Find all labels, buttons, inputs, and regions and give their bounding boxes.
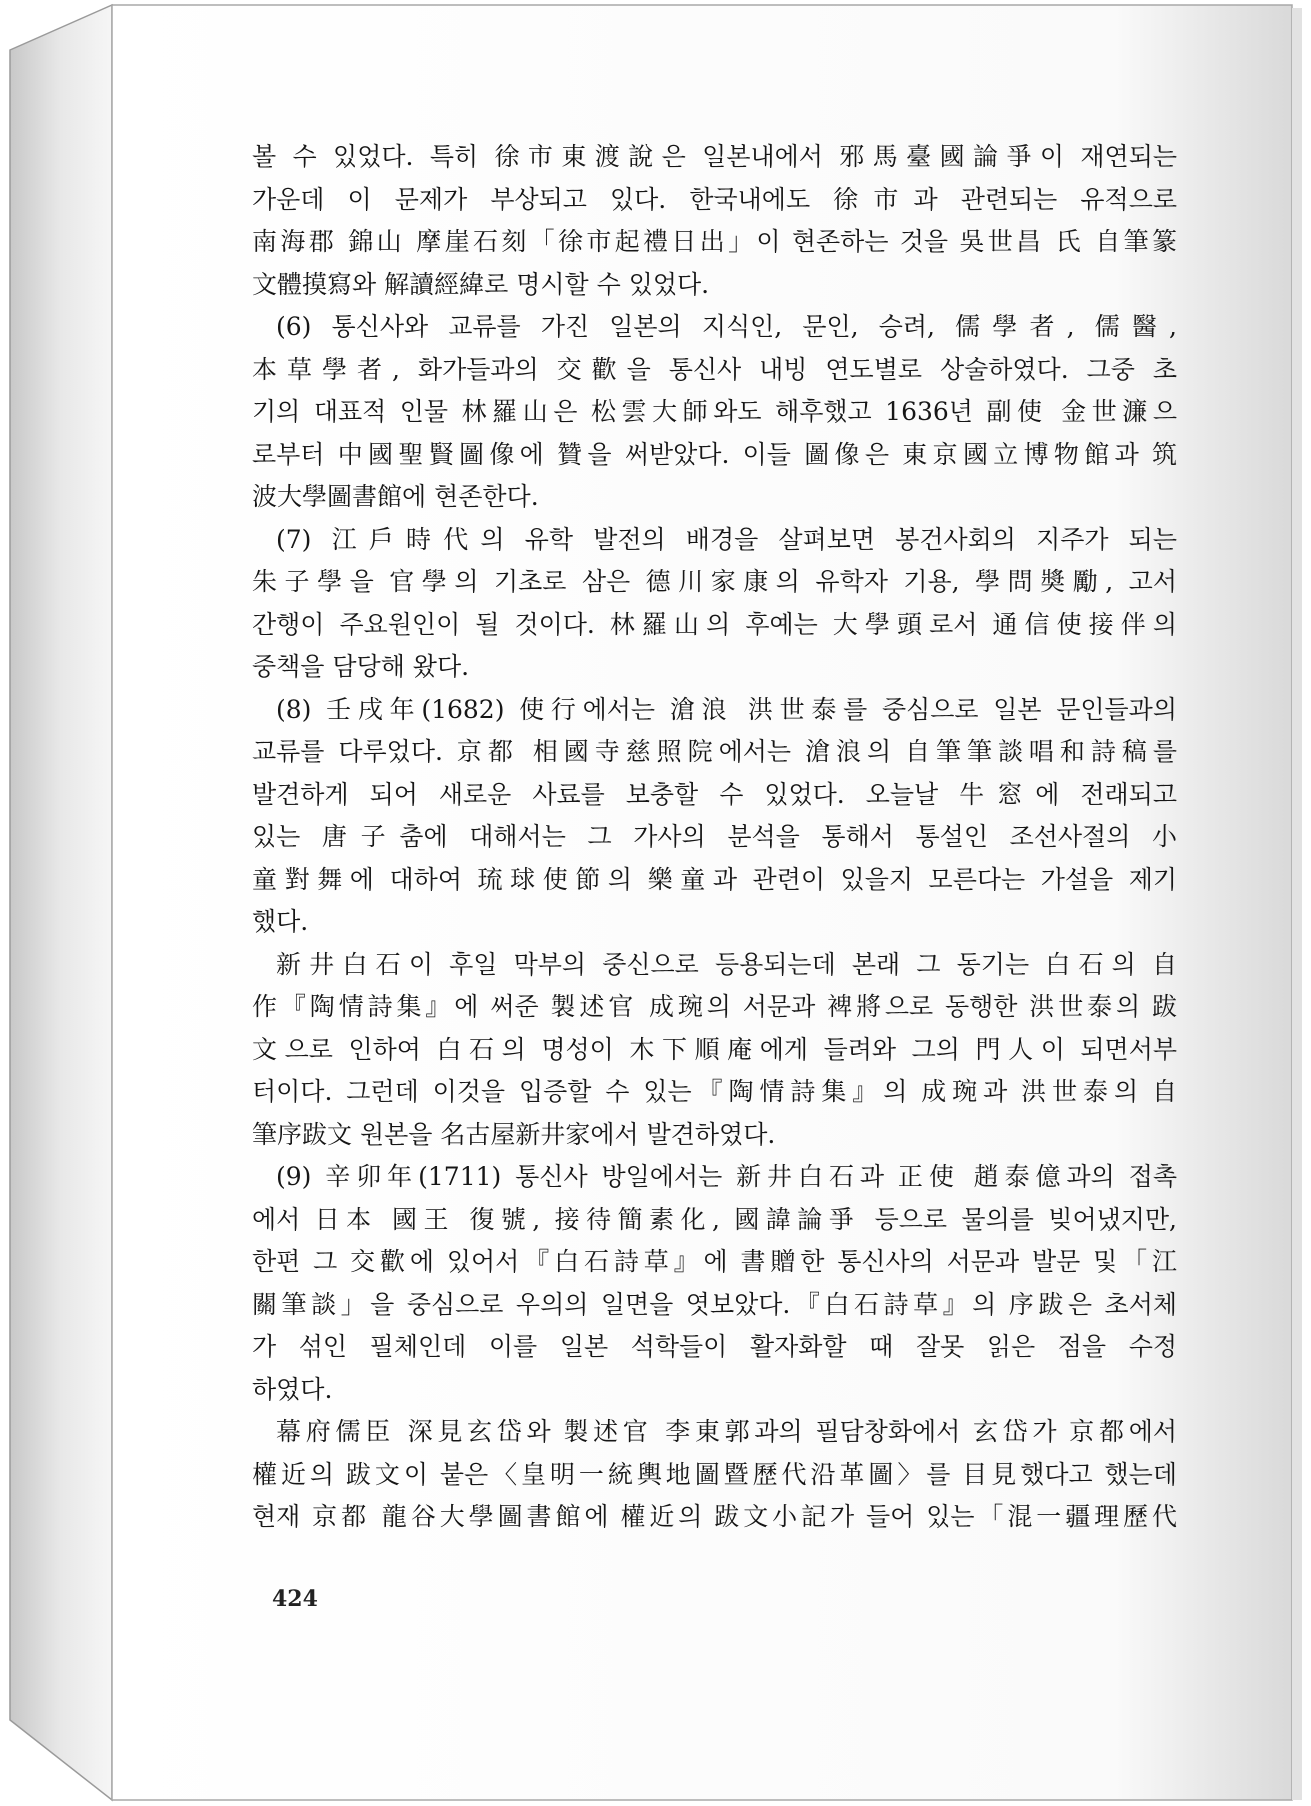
text-line: (6) 통신사와 교류를 가진 일본의 지식인, 문인, 승려, 儒學者, 儒醫,: [276, 312, 1177, 341]
text-line: (7) 江戶時代의 유학 발전의 배경을 살펴보면 봉건사회의 지주가 되는: [276, 524, 1177, 554]
text-line: 本草學者, 화가들과의 交歡을 통신사 내빙 연도별로 상술하였다. 그중 초: [252, 354, 1177, 384]
text-line: (8) 壬戌年(1682) 使行에서는 滄浪 洪世泰를 중심으로 일본 문인들과의: [276, 694, 1177, 724]
text-line: 南海郡 錦山 摩崖石刻「徐市起禮日出」이 현존하는 것을 吳世昌 氏 自筆篆: [252, 227, 1177, 256]
text-line: 作『陶情詩集』에 써준 製述官 成琬의 서문과 裨將으로 동행한 洪世泰의 跋: [252, 992, 1177, 1021]
text-line: 중책을 담당해 왔다.: [252, 652, 470, 681]
text-line: 교류를 다루었다. 京都 相國寺慈照院에서는 滄浪의 自筆筆談唱和詩稿를: [252, 737, 1177, 766]
text-line: 발견하게 되어 새로운 사료를 보충할 수 있었다. 오늘날 牛窓에 전래되고: [252, 779, 1177, 809]
text-line: 筆序跋文 원본을 名古屋新井家에서 발견하였다.: [252, 1119, 776, 1149]
text-line: 하였다.: [252, 1374, 333, 1404]
text-line: 新井白石이 후일 막부의 중신으로 등용되는데 본래 그 동기는 白石의 自: [276, 949, 1177, 979]
text-line: 현재 京都 龍谷大學圖書館에 權近의 跋文小記가 들어 있는「混一疆理歷代: [252, 1502, 1177, 1531]
text-line: 朱子學을 官學의 기초로 삼은 德川家康의 유학자 기용, 學問奬勵, 고서: [252, 567, 1177, 596]
text-line: 있는 唐子춤에 대해서는 그 가사의 분석을 통해서 통설인 조선사절의 小: [252, 822, 1177, 851]
text-line: 關筆談」을 중심으로 우의의 일면을 엿보았다.『白石詩草』의 序跋은 초서체: [252, 1289, 1177, 1319]
text-line: 가운데 이 문제가 부상되고 있다. 한국내에도 徐市과 관련되는 유적으로: [252, 184, 1177, 214]
book-spine: [10, 5, 112, 1800]
text-line: 했다.: [252, 907, 309, 936]
text-line: 權近의 跋文이 붙은〈皇明一統輿地圖暨歷代沿革圖〉를 目見했다고 했는데: [252, 1459, 1177, 1489]
text-line: 波大學圖書館에 현존한다.: [252, 482, 539, 511]
text-line: 간행이 주요원인이 될 것이다. 林羅山의 후예는 大學頭로서 通信使接伴의: [252, 609, 1177, 639]
text-line: 로부터 中國聖賢圖像에 贊을 써받았다. 이들 圖像은 東京國立博物館과 筑: [252, 439, 1177, 469]
text-line: 에서 日本 國王 復號, 接待簡素化, 國諱論爭 등으로 물의를 빚어냈지만,: [252, 1204, 1177, 1234]
text-line: 한편 그 交歡에 있어서『白石詩草』에 書贈한 통신사의 서문과 발문 및「江: [252, 1247, 1177, 1276]
body-text: [252, 136, 1177, 1539]
text-line: 幕府儒臣 深見玄岱와 製述官 李東郭과의 필담창화에서 玄岱가 京都에서: [276, 1417, 1177, 1446]
page-edge-shadow: [1292, 8, 1302, 1800]
text-line: (9) 辛卯年(1711) 통신사 방일에서는 新井白石과 正使 趙泰億과의 접촉: [276, 1162, 1177, 1191]
text-line: 童對舞에 대하여 琉球使節의 樂童과 관련이 있을지 모른다는 가설을 제기: [252, 864, 1177, 894]
text-line: 볼 수 있었다. 특히 徐市東渡說은 일본내에서 邪馬臺國論爭이 재연되는: [252, 142, 1177, 171]
text-line: 터이다. 그런데 이것을 입증할 수 있는『陶情詩集』의 成琬과 洪世泰의 自: [252, 1077, 1177, 1106]
text-line: 文으로 인하여 白石의 명성이 木下順庵에게 들려와 그의 門人이 되면서부: [252, 1034, 1177, 1064]
text-line: 文體摸寫와 解讀經緯로 명시할 수 있었다.: [252, 269, 710, 299]
text-line: 가 섞인 필체인데 이를 일본 석학들이 활자화할 때 잘못 읽은 점을 수정: [252, 1332, 1177, 1361]
text-line: 기의 대표적 인물 林羅山은 松雲大師와도 해후했고 1636년 副使 金世濂으: [252, 397, 1177, 426]
page-number: 424: [272, 1586, 318, 1612]
